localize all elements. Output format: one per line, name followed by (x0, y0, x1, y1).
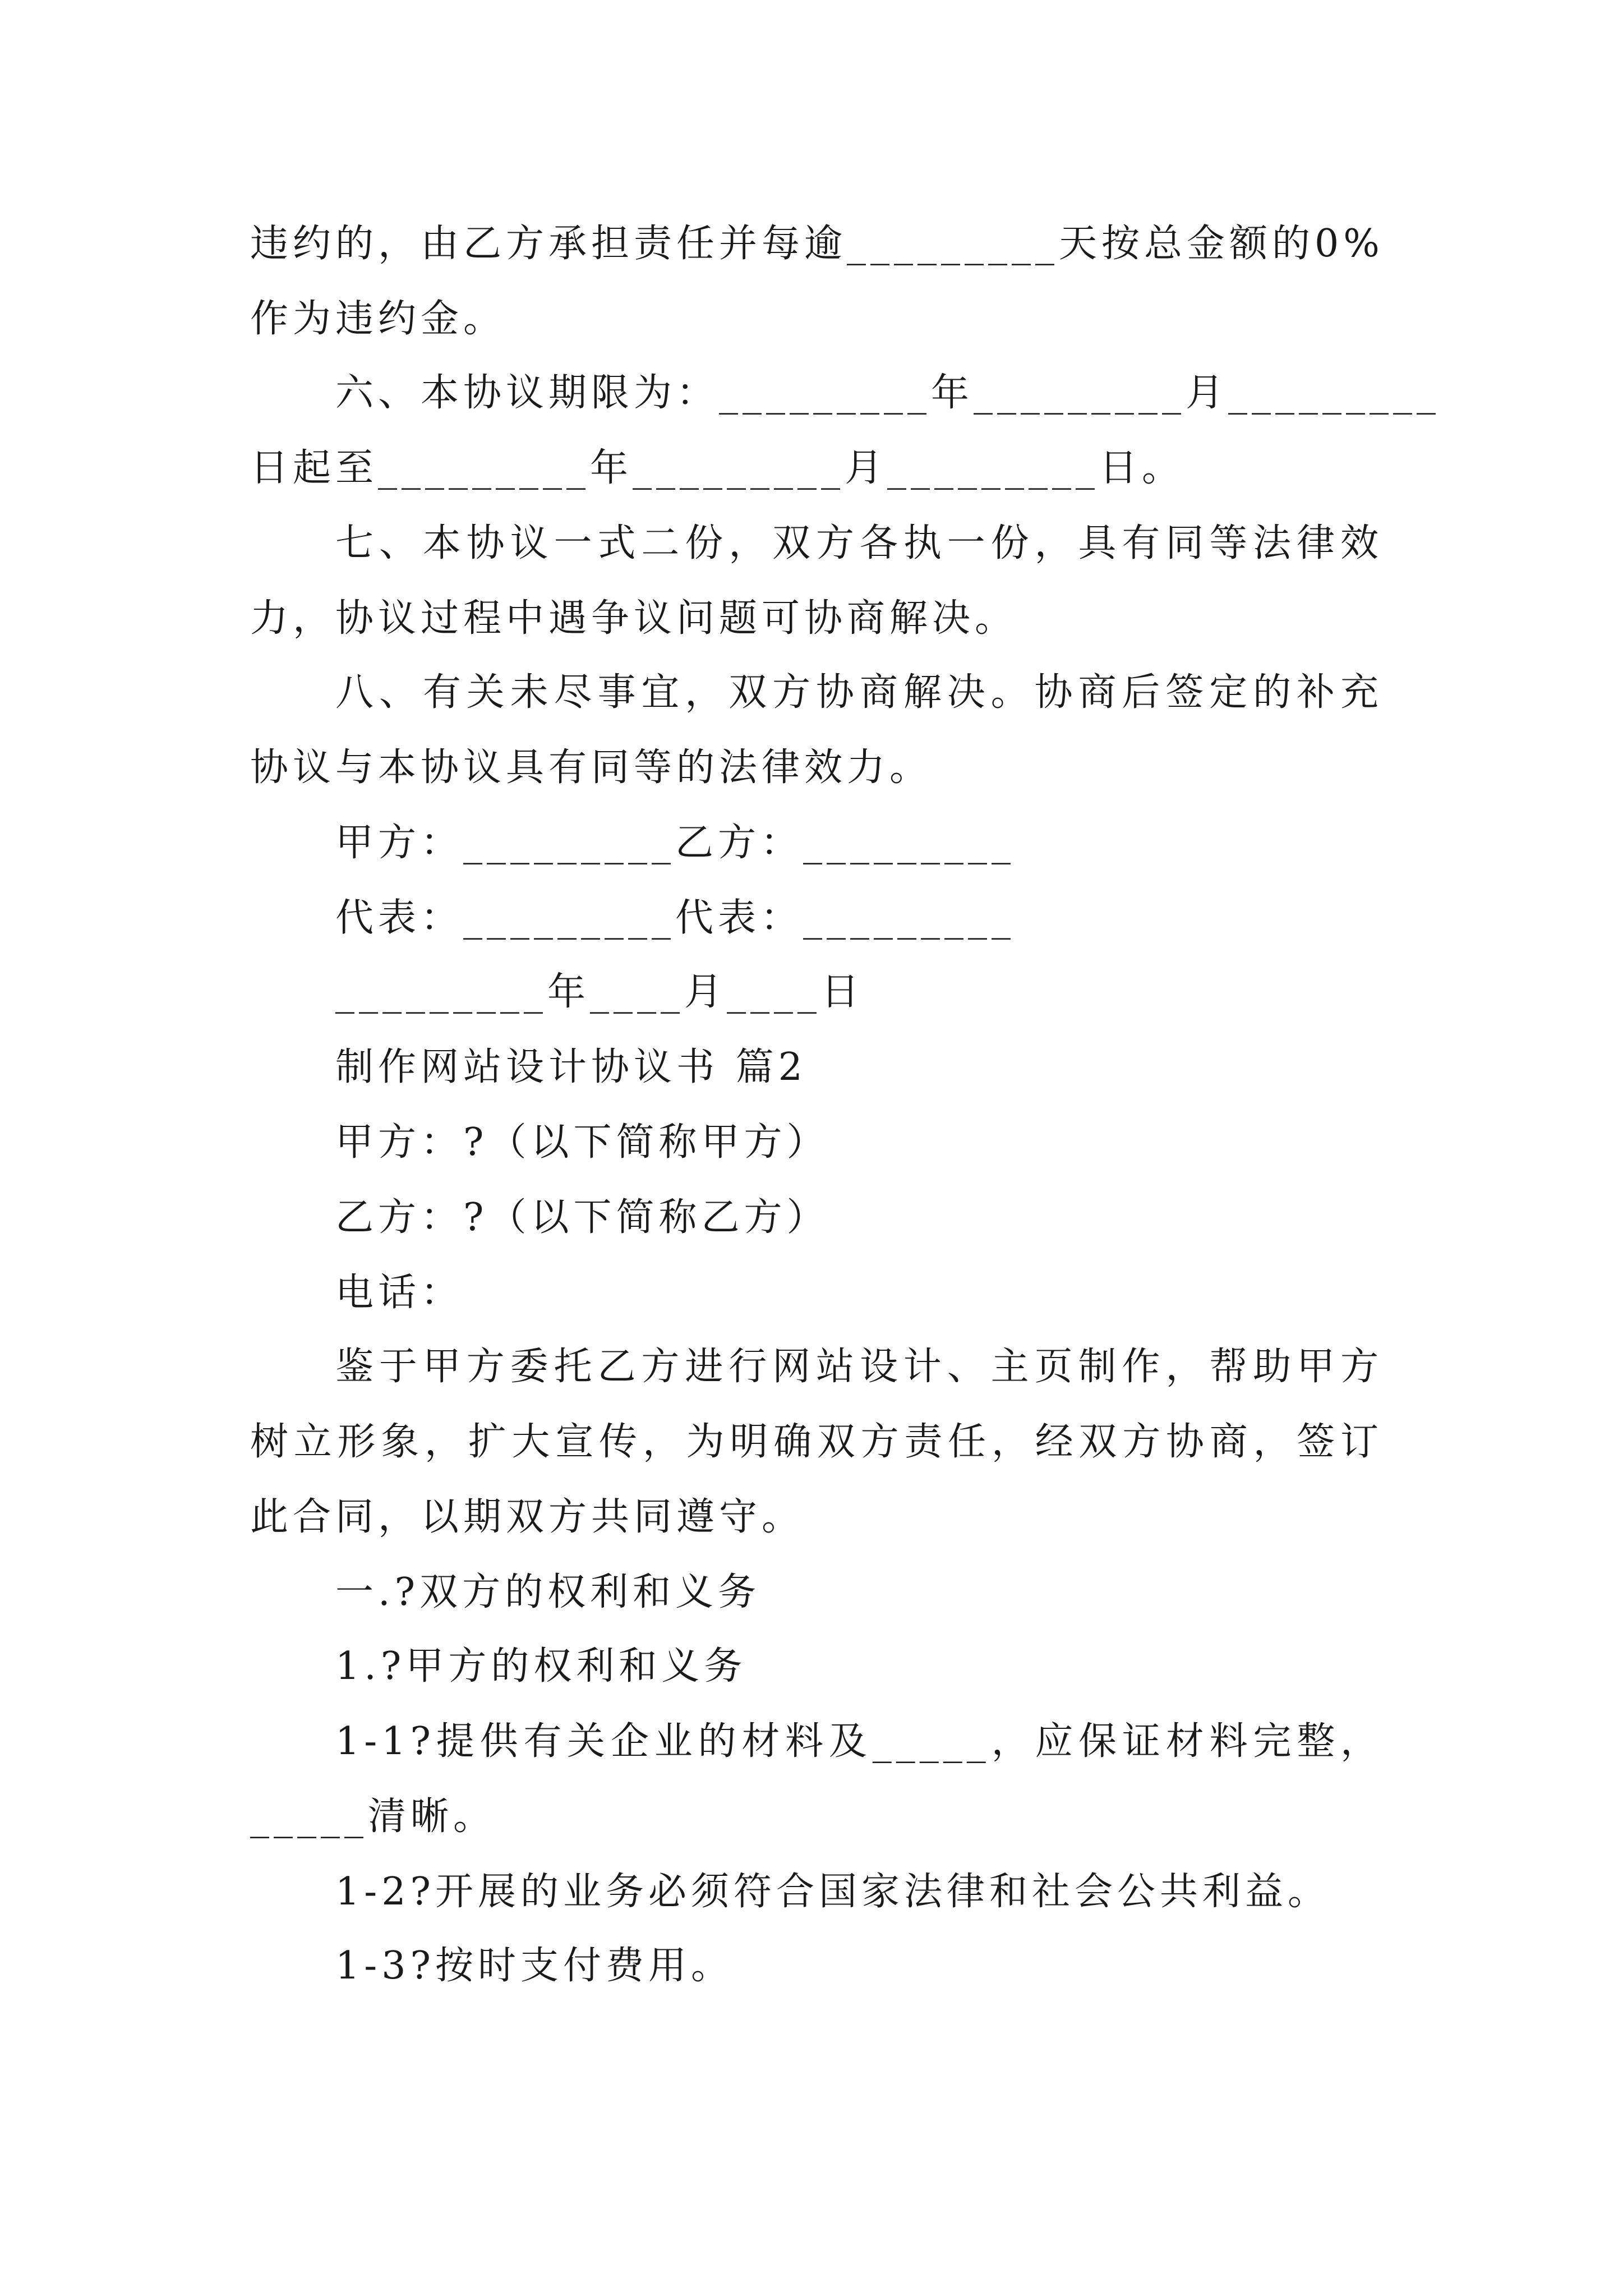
body-line: 七、本协议一式二份，双方各执一份，具有同等法律效 (335, 521, 1383, 565)
body-line: 八、有关未尽事宜，双方协商解决。协商后签定的补充 (335, 670, 1383, 715)
body-line: 鉴于甲方委托乙方进行网站设计、主页制作，帮助甲方 (335, 1345, 1383, 1389)
clause-line: 1-1?提供有关企业的材料及_____，应保证材料完整， (335, 1719, 1383, 1764)
subheading-party-a: 1.?甲方的权利和义务 (335, 1644, 747, 1688)
heading-rights-obligations: 一.?双方的权利和义务 (335, 1570, 761, 1614)
clause-line: 1-3?按时支付费用。 (335, 1944, 734, 1988)
clause-line: 1-2?开展的业务必须符合国家法律和社会公共利益。 (335, 1870, 1330, 1914)
section-title: 制作网站设计协议书 篇2 (335, 1045, 807, 1089)
body-line: 力，协议过程中遇争议问题可协商解决。 (250, 596, 1018, 641)
signature-representative-line: 代表：_________代表：_________ (335, 896, 1016, 940)
party-b-line: 乙方：?（以下简称乙方） (335, 1195, 829, 1240)
clause-line: _____清晰。 (250, 1795, 496, 1839)
signature-date-line: _________年____月____日 (335, 970, 864, 1014)
body-line: 此合同，以期双方共同遵守。 (250, 1495, 805, 1539)
phone-line: 电话： (335, 1271, 464, 1315)
body-line: 违约的，由乙方承担责任并每逾_________天按总金额的0% (250, 222, 1384, 266)
party-a-line: 甲方：?（以下简称甲方） (335, 1120, 829, 1165)
signature-party-line: 甲方：_________乙方：_________ (335, 821, 1016, 865)
body-line: 日起至_________年_________月_________日。 (250, 446, 1185, 490)
body-line: 六、本协议期限为：_________年_________月_________ (335, 371, 1441, 415)
body-line: 作为违约金。 (250, 297, 506, 341)
body-line: 树立形象，扩大宣传，为明确双方责任，经双方协商，签订 (250, 1420, 1383, 1464)
body-line: 协议与本协议具有同等的法律效力。 (250, 746, 933, 790)
